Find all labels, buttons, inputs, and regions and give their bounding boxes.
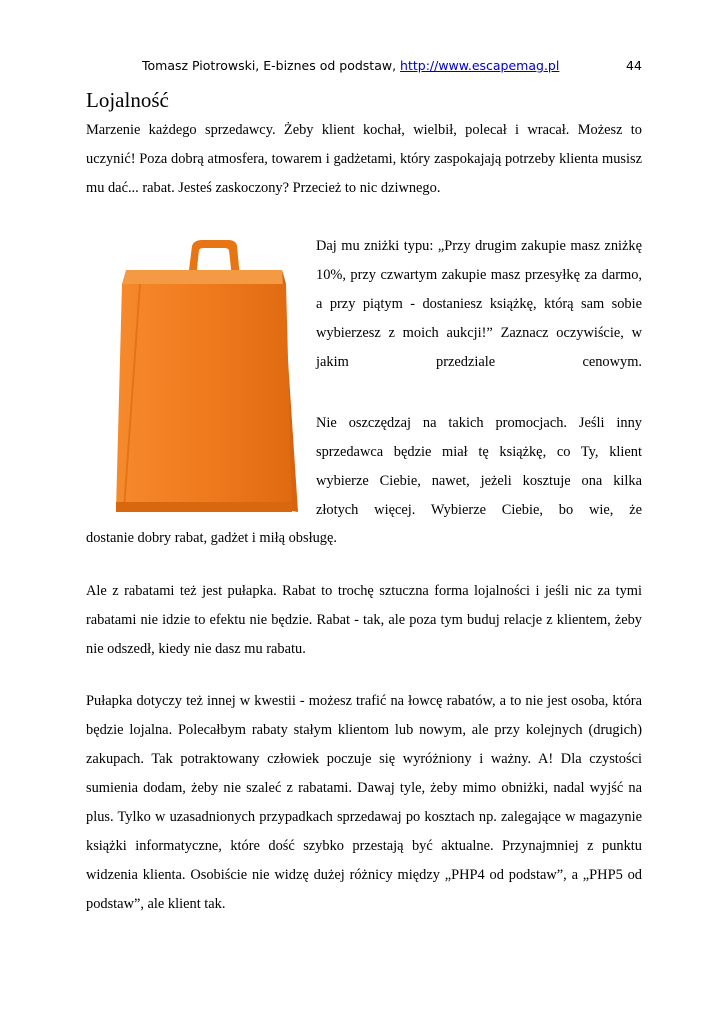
continuation-line: dostanie dobry rabat, gadżet i miłą obsługę. — [86, 530, 337, 546]
side-paragraph-2: Nie oszczędzaj na takich promocjach. Jeśli inny sprzedawca będzie miał tę książkę, co Ty, klient wybierze Ciebie, nawet, jeżeli kosztuje ona kilka złotych więcej. Wybierze Ciebie, bo wie, że — [316, 415, 642, 518]
shopping-bag-icon — [110, 240, 298, 516]
header-author-title: Tomasz Piotrowski, E-biznes od podstaw, — [142, 58, 401, 73]
section-title: Lojalność — [86, 88, 169, 112]
header-link[interactable]: http://www.escapemag.pl — [400, 58, 560, 73]
side-paragraph-1: Daj mu zniżki typu: „Przy drugim zakupie masz zniżkę 10%, przy czwartym zakupie masz przesyłkę za darmo, a przy piątym - dostaniesz książkę, którą sam sobie wybierzesz z moich aukcji!” Zaznacz oczywiście, w jakim przedziale cenowym. — [316, 238, 642, 370]
page-header — [0, 56, 728, 76]
paragraph-3: Ale z rabatami też jest pułapka. Rabat to trochę sztuczna forma lojalności i jeśli nic za tymi rabatami nie idzie to efektu nie będzie. Rabat - tak, ale poza tym buduj relacje z klientem, żeby nie odszedł, kiedy nie dasz mu rabatu. — [86, 583, 642, 657]
paragraph-4: Pułapka dotyczy też innej w kwestii - możesz trafić na łowcę rabatów, a to nie jest osoba, która będzie lojalna. Polecałbym rabaty stałym klientom lub nowym, ale przy kolejnych (drugich) zakupach. Tak potraktowany człowiek poczuje się wyróżniony i ważny. A! Dla czystości sumienia dodam, żeby nie szaleć z rabatami. Dawaj tyle, żeby mimo obniżki, nadal wyjść na plus. Tylko w uzasadnionych przypadkach sprzedawaj po kosztach np. zalegające w magazynie książki informatyczne, które dość szybko przestają być aktualne. Przynajmniej z punktu widzenia klienta. Osobiście nie widzę dużej różnicy między „PHP4 od podstaw”, a „PHP5 od podstaw”, ale klient tak. — [86, 693, 642, 912]
header-text — [142, 58, 559, 73]
page-number: 44 — [626, 58, 642, 73]
intro-paragraph: Marzenie każdego sprzedawcy. Żeby klient kochał, wielbił, polecał i wracał. Możesz to uczynić! Poza dobrą atmosfera, towarem i gadżetami, który zaspokajają potrzeby klienta musisz mu dać... rabat. Jesteś zaskoczony? Przecież to nic dziwnego. — [86, 122, 642, 196]
